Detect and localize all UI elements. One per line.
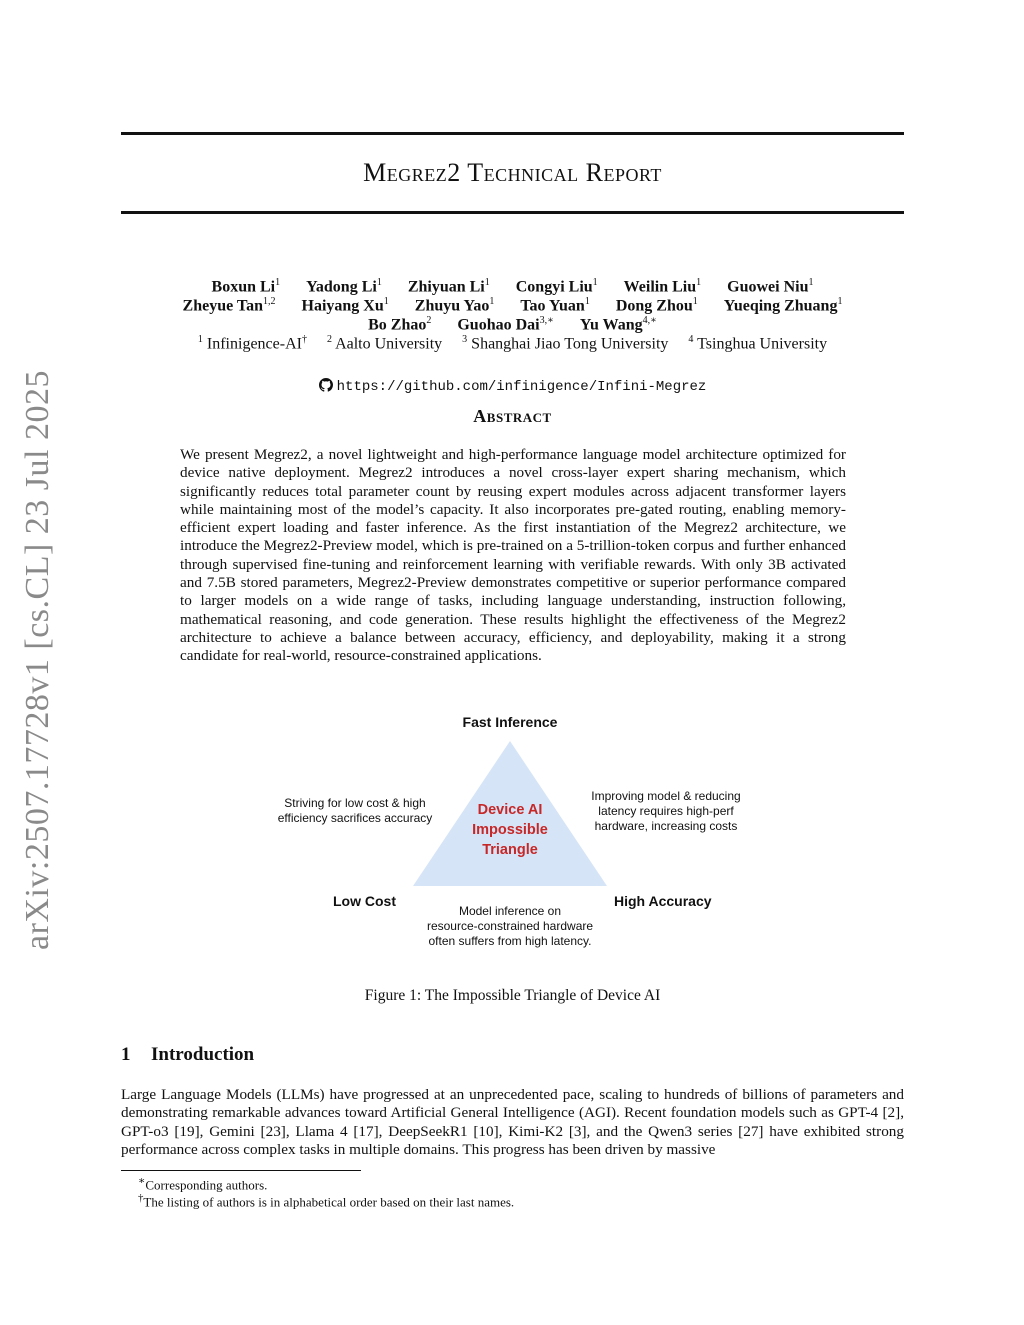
author: Boxun Li$^1$	[211, 277, 281, 296]
author: Zhuyu Yao$^1$	[414, 296, 495, 315]
arxiv-identifier: arXiv:2507.17728v1 [cs.CL] 23 Jul 2025	[19, 370, 56, 950]
affiliation: $^2$ Aalto University	[326, 334, 443, 353]
paper-title: Megrez2 Technical Report	[363, 158, 662, 187]
note-line: Improving model & reducing	[591, 789, 741, 803]
note-line: hardware, increasing costs	[594, 819, 738, 833]
author: Tao Yuan$^1$	[520, 296, 590, 315]
github-icon	[319, 378, 333, 392]
footnote-author-order: †The listing of authors is in alphabetical order based on their last names.	[138, 1192, 515, 1210]
note-line: Model inference on	[458, 904, 562, 918]
center-line: Triangle	[482, 842, 538, 858]
right-note	[578, 789, 754, 834]
title-bottom-rule	[121, 211, 904, 214]
title-top-rule	[121, 132, 904, 135]
section-heading-introduction	[121, 1044, 254, 1066]
triangle-center-label	[450, 800, 570, 860]
author: Dong Zhou$^1$	[615, 296, 698, 315]
abstract-heading: Abstract	[473, 406, 552, 426]
note-line: efficiency sacrifices accuracy	[277, 811, 433, 825]
author: Congyi Liu$^1$	[515, 277, 598, 296]
author: Haiyang Xu$^1$	[301, 296, 389, 315]
arxiv-side-stamp	[16, 370, 60, 950]
section-number: 1	[121, 1044, 131, 1065]
author: Yu Wang$^{4,∗}$	[579, 315, 657, 334]
author: Weilin Liu$^1$	[623, 277, 702, 296]
footnote-rule	[121, 1170, 361, 1171]
affiliation: $^4$ Tsinghua University	[688, 334, 828, 353]
affiliation-row	[121, 330, 904, 353]
section-title: Introduction	[151, 1044, 255, 1065]
author: Yadong Li$^1$	[306, 277, 382, 296]
center-line: Device AI	[477, 802, 543, 818]
left-note	[260, 796, 450, 826]
bottom-note	[410, 904, 610, 949]
author-list	[121, 273, 904, 353]
affiliation: $^3$ Shanghai Jiao Tong University	[462, 334, 669, 353]
abstract-text: We present Megrez2, a novel lightweight and high-performance language model architecture optimized for device native deployment. Megrez2 introduces a novel cross-layer expert sharing mechanism, which significantly reduces total parameter count by reusing expert modules across adjacent transformer layers while maintaining most of the model’s capacity. It also incorporates pre-gated routing, enabling memory-efficient expert loading and faster inference. As the first instantiation of the Megrez2 architecture, we introduce the Megrez2-Preview model, which is pre-trained on a 5-trillion-token corpus and further enhanced through supervised fine-tuning and reinforcement learning with verifiable rewards. With only 3B activated and 7.5B stored parameters, Megrez2-Preview demonstrates competitive or superior performance compared to larger models on a wide range of tasks, including language understanding, instruction following, mathematical reasoning, and code generation. These results highlight the effectiveness of the Megrez2 architecture to achieve a balance between accuracy, efficiency, and deployability, making it a strong candidate for real-world, resource-constrained applications.	[180, 446, 846, 665]
author: Guohao Dai$^{3,∗}$	[457, 315, 554, 334]
center-line: Impossible	[472, 822, 548, 838]
note-line: Striving for low cost & high	[284, 796, 426, 810]
note-line: often suffers from high latency.	[428, 934, 592, 948]
author-row-1	[121, 273, 904, 296]
repo-url[interactable]: https://github.com/infinigence/Infini-Megrez	[336, 379, 707, 395]
note-line: resource-constrained hardware	[426, 919, 594, 933]
repo-link-line	[121, 378, 904, 395]
footnote-corresponding: ∗Corresponding authors.	[138, 1175, 268, 1193]
author: Bo Zhao$^2$	[368, 315, 432, 334]
author: Yueqing Zhuang$^1$	[723, 296, 843, 315]
vertex-high-accuracy: High Accuracy	[614, 893, 712, 909]
author: Guowei Niu$^1$	[727, 277, 814, 296]
note-line: latency requires high-perf	[598, 804, 734, 818]
figure-impossible-triangle	[260, 705, 780, 960]
author: Zhiyuan Li$^1$	[407, 277, 490, 296]
introduction-paragraph: Large Language Models (LLMs) have progressed at an unprecedented pace, scaling to hundreds of billions of parameters and demonstrating remarkable advances toward Artificial General Intelligence (AGI). Recent foundation models such as GPT-4 [2], GPT-o3 [19], Gemini [23], Llama 4 [17], DeepSeekR1 [10], Kimi-K2 [3], and the Qwen3 series [27] have exhibited strong performance across complex tasks in multiple domains. This progress has been driven by massive	[121, 1086, 904, 1158]
figure-caption: Figure 1: The Impossible Triangle of Device AI	[364, 987, 661, 1004]
vertex-fast-inference: Fast Inference	[462, 714, 558, 730]
author: Zheyue Tan$^{1,2}$	[182, 296, 276, 315]
affiliation: $^1$ Infinigence-AI†	[197, 334, 307, 353]
author-row-2	[121, 292, 904, 315]
vertex-low-cost: Low Cost	[333, 893, 396, 909]
